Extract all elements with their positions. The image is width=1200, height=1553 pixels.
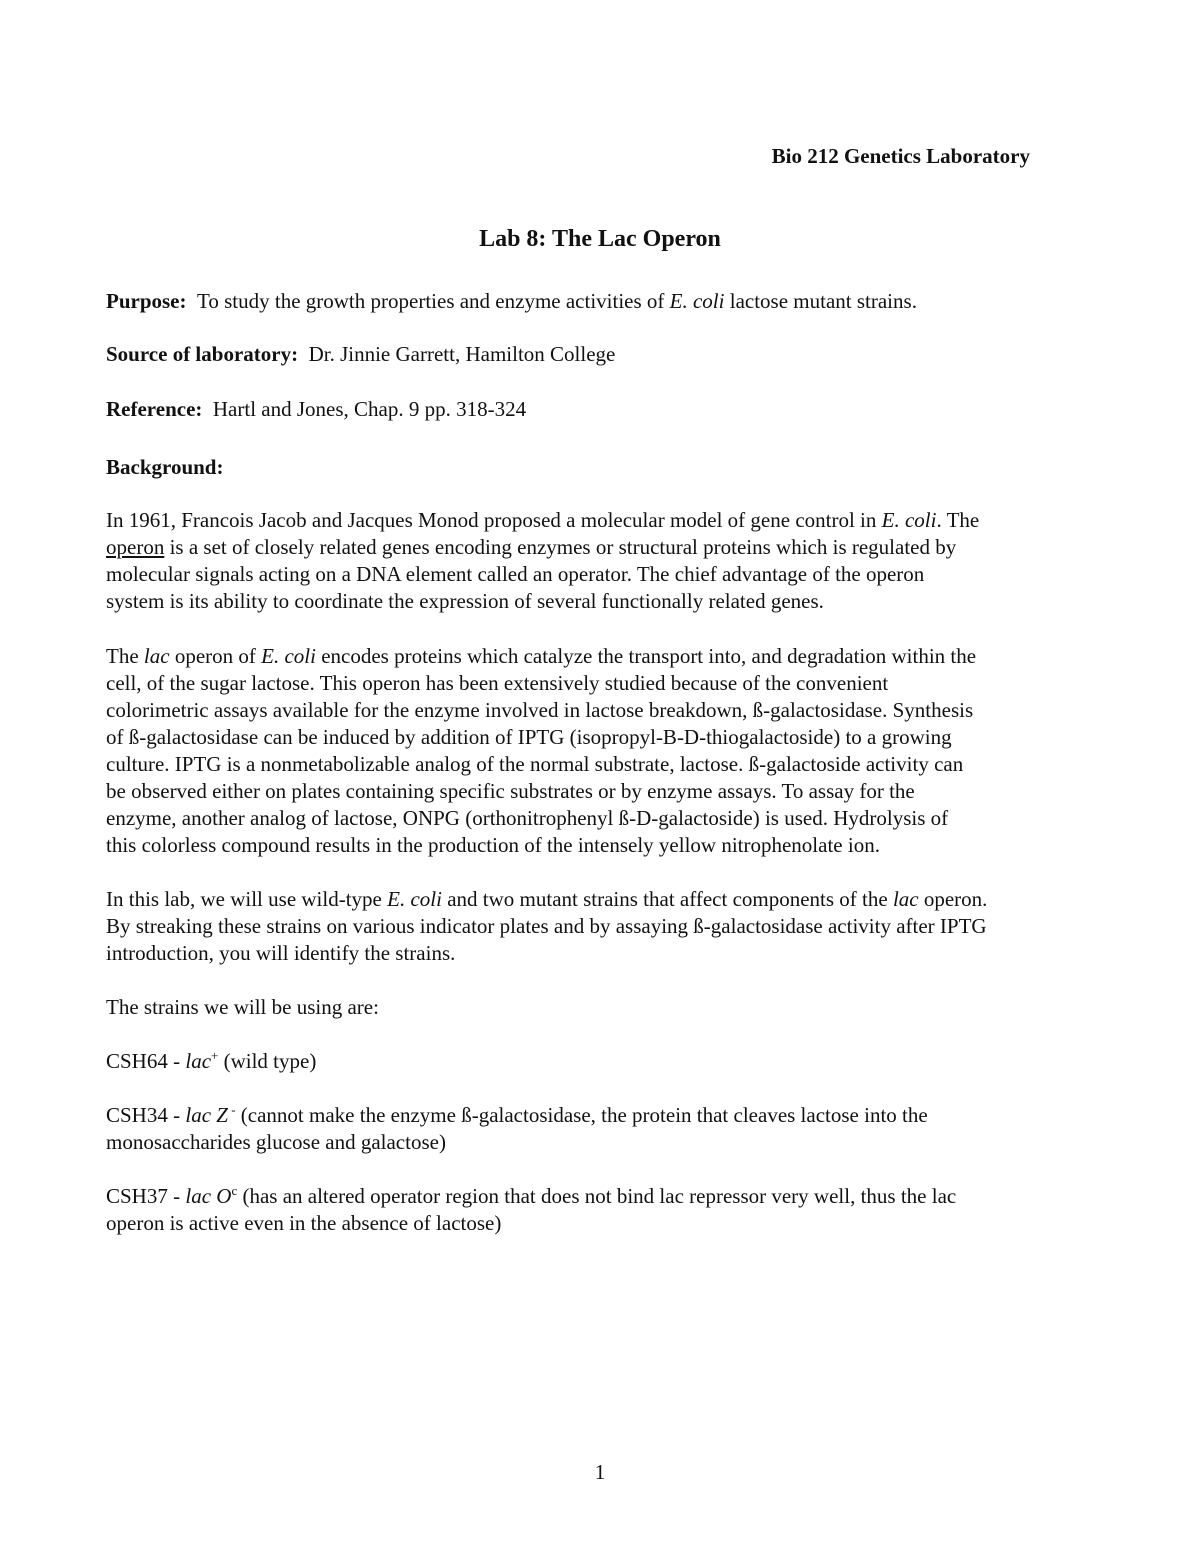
strain-item [106,1102,1106,1156]
strain-line-2: operon is active even in the absence of lactose) [106,1211,502,1235]
p2-line-5: culture. IPTG is a nonmetabolizable analog of the normal substrate, lactose. ß-galactoside activity can [106,752,964,776]
page-number: 1 [594,1460,606,1484]
p1-organism: E. coli [881,508,937,532]
p2-line-6: be observed either on plates containing specific substrates or by enzyme assays. To assay for the [106,779,915,803]
strain-gene: lac [185,1049,212,1073]
p2-text: operon of [169,644,262,668]
strain-item [106,1183,1106,1237]
p3-line-3: introduction, you will identify the strains. [106,941,456,965]
p2-line-3: colorimetric assays available for the enzyme involved in lactose breakdown, ß-galactosidase. Synthesis [106,698,974,722]
lab-title: Lab 8: The Lac Operon [479,226,721,252]
p1-line-3: molecular signals acting on a DNA element called an operator. The chief advantage of the operon [106,562,925,586]
strain-name: CSH37 - [106,1184,186,1208]
p1-line-2 [106,534,1106,561]
strain-line-2: monosaccharides glucose and galactose) [106,1130,446,1154]
reference-line [106,396,526,423]
p1-text: In 1961, Francois Jacob and Jacques Monod proposed a molecular model of gene control in [106,508,882,532]
purpose-text-after: lactose mutant strains. [724,289,917,313]
strain-name: CSH64 - [106,1049,186,1073]
reference-label: Reference: [106,397,203,421]
source-text: Dr. Jinnie Garrett, Hamilton College [308,342,616,366]
purpose-organism: E. coli [669,289,725,313]
source-line [106,341,615,368]
p2-line-7: enzyme, another analog of lactose, ONPG (orthonitrophenyl ß-D-galactoside) is used. Hydrolysis of [106,806,949,830]
source-label: Source of laboratory: [106,342,299,366]
operon-term: operon [106,535,165,559]
strain-superscript: c [231,1183,238,1198]
background-heading [106,454,223,481]
strain-gene: lac Z [185,1103,228,1127]
p2-lac: lac [143,644,170,668]
p3-line-2: By streaking these strains on various indicator plates and by assaying ß-galactosidase activity after IPTG [106,914,987,938]
p1-text: . The [936,508,980,532]
p3-text: In this lab, we will use wild-type [106,887,388,911]
p3-lac: lac [892,887,919,911]
background-paragraph-2 [106,643,1106,859]
p1-text: is a set of closely related genes encoding enzymes or structural proteins which is regulated by [164,535,957,559]
p3-line-1 [106,886,1106,913]
background-paragraph-1 [106,507,1106,615]
p2-text: encodes proteins which catalyze the transport into, and degradation within the [315,644,977,668]
background-heading-text: Background: [106,455,224,479]
p2-organism: E. coli [261,644,316,668]
p2-line-8: this colorless compound results in the production of the intensely yellow nitrophenolate ion. [106,833,880,857]
p2-line-4: of ß-galactosidase can be induced by addition of IPTG (isopropyl-B-D-thiogalactoside) to a growing [106,725,952,749]
p1-line-1 [106,507,1106,534]
p2-text: The [106,644,144,668]
strain-superscript: + [211,1048,219,1063]
strain-name: CSH34 - [106,1103,186,1127]
strain-description: (wild type) [218,1049,317,1073]
course-header: Bio 212 Genetics Laboratory [771,144,1030,168]
strain-superscript: - [227,1102,236,1117]
background-paragraph-3 [106,886,1106,967]
p2-line-2: cell, of the sugar lactose. This operon has been extensively studied because of the convenient [106,671,889,695]
purpose-line [106,288,917,315]
strain-description: (cannot make the enzyme ß-galactosidase, the protein that cleaves lactose into the [235,1103,928,1127]
strain-item [106,1048,1106,1075]
p2-line-1 [106,643,1106,670]
strain-line [106,1102,1106,1129]
p3-organism: E. coli [387,887,442,911]
strain-line [106,1048,1106,1075]
purpose-label: Purpose: [106,289,187,313]
p3-text: and two mutant strains that affect components of the [441,887,893,911]
strain-gene: lac O [185,1184,232,1208]
purpose-text-before: To study the growth properties and enzyme activities of [197,289,670,313]
strain-description: (has an altered operator region that does not bind lac repressor very well, thus the lac [237,1184,957,1208]
p3-text: operon. [918,887,988,911]
strain-line [106,1183,1106,1210]
p1-line-4: system is its ability to coordinate the expression of several functionally related genes. [106,589,824,613]
reference-text: Hartl and Jones, Chap. 9 pp. 318-324 [212,397,527,421]
strains-intro: The strains we will be using are: [106,995,379,1019]
